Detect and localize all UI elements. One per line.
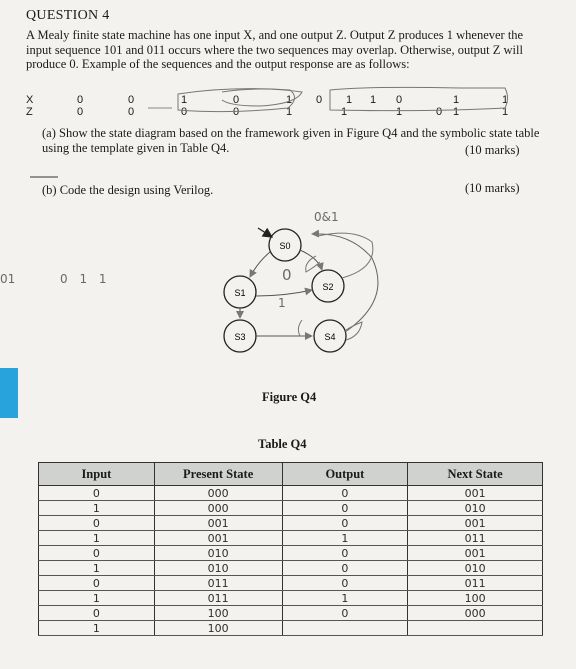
state-label: S4 — [324, 332, 336, 342]
transition-arrow — [250, 252, 270, 277]
cell-next-state: 000 — [408, 606, 543, 621]
table-row — [39, 561, 543, 576]
state-s2 — [312, 270, 344, 302]
z-value: 0 — [128, 106, 135, 118]
cell-input: 1 — [39, 561, 155, 576]
part-b-text: (b) Code the design using Verilog. — [42, 183, 214, 197]
cell-present-state: 000 — [154, 501, 282, 516]
handwritten-digit: 1 — [278, 296, 286, 310]
cell-input: 0 — [39, 516, 155, 531]
cell-output: 1 — [282, 591, 408, 606]
x-value: 1 — [453, 94, 460, 106]
cell-present-state: 001 — [154, 531, 282, 546]
cell-next-state: 010 — [408, 561, 543, 576]
x-value: 1 — [181, 94, 188, 106]
cell-input: 1 — [39, 621, 155, 636]
state-label: S1 — [234, 288, 246, 298]
cell-output: 0 — [282, 606, 408, 621]
cell-input: 0 — [39, 486, 155, 501]
z-label: Z — [26, 106, 33, 118]
cell-output: 0 — [282, 561, 408, 576]
state-label: S0 — [279, 241, 291, 251]
state-s3 — [224, 320, 256, 352]
handwritten-loop — [222, 89, 302, 106]
state-label: S2 — [322, 282, 334, 292]
handwritten-note: 0 1 1 — [60, 272, 111, 286]
cell-next-state: 011 — [408, 531, 543, 546]
cell-present-state: 011 — [154, 576, 282, 591]
transition-arrow — [300, 250, 322, 270]
state-label: S3 — [234, 332, 246, 342]
table-row — [39, 576, 543, 591]
x-value: 1 — [370, 94, 377, 106]
x-value: 0 — [396, 94, 403, 106]
table-caption: Table Q4 — [258, 437, 307, 451]
part-b-marks: (10 marks) — [465, 181, 520, 195]
cell-input: 0 — [39, 606, 155, 621]
cell-output — [282, 621, 408, 636]
cell-present-state: 100 — [154, 606, 282, 621]
cell-input: 1 — [39, 501, 155, 516]
cell-present-state: 010 — [154, 561, 282, 576]
x-value: 0 — [233, 94, 240, 106]
transition-arrow — [256, 290, 312, 296]
cell-output: 0 — [282, 576, 408, 591]
figure-caption: Figure Q4 — [262, 390, 317, 404]
handwritten-loop — [178, 89, 295, 112]
x-value: 1 — [502, 94, 509, 106]
table-row — [39, 546, 543, 561]
table-header-row — [39, 463, 543, 486]
cell-input: 1 — [39, 591, 155, 606]
cell-next-state: 001 — [408, 516, 543, 531]
table-row — [39, 531, 543, 546]
cell-output: 1 — [282, 531, 408, 546]
table-row — [39, 621, 543, 636]
handwritten-mark — [306, 256, 320, 272]
table-row — [39, 516, 543, 531]
handwritten-note: 01 — [0, 272, 16, 286]
cell-present-state: 100 — [154, 621, 282, 636]
cell-present-state: 000 — [154, 486, 282, 501]
header-input: Input — [39, 463, 155, 486]
cell-present-state: 010 — [154, 546, 282, 561]
part-a-text: (a) Show the state diagram based on the framework given in Figure Q4 and the symbolic state table using the template given in Table Q4. — [42, 126, 540, 155]
cell-output: 0 — [282, 516, 408, 531]
x-label: X — [26, 94, 34, 106]
x-value: 0 — [128, 94, 135, 106]
z-value: 0 — [233, 106, 240, 118]
cell-next-state: 001 — [408, 546, 543, 561]
question-paragraph: A Mealy finite state machine has one input X, and one output Z. Output Z produces 1 whenever the input sequence 101 and 011 occurs where the two sequences may overlap. Otherwise, output Z will produce 0. Example of the sequences and the output response are as follows: — [26, 28, 524, 71]
z-value: 0 — [436, 106, 443, 118]
table-row — [39, 591, 543, 606]
z-value: 0 — [181, 106, 188, 118]
handwritten-loop — [330, 87, 508, 110]
cell-next-state: 011 — [408, 576, 543, 591]
transition-arrow — [318, 233, 373, 278]
z-value: 1 — [502, 106, 509, 118]
cell-input: 0 — [39, 546, 155, 561]
z-value: 0 — [77, 106, 84, 118]
transition-arrow — [298, 320, 302, 336]
header-next-state: Next State — [408, 463, 543, 486]
x-value: 1 — [286, 94, 293, 106]
state-s4 — [314, 320, 346, 352]
handwritten-digit: 0 — [282, 266, 292, 284]
z-value: 1 — [453, 106, 460, 118]
z-value: 1 — [286, 106, 293, 118]
header-output: Output — [282, 463, 408, 486]
x-value: 0 — [77, 94, 84, 106]
z-value: 1 — [341, 106, 348, 118]
part-a-marks: (10 marks) — [465, 143, 520, 157]
table-row — [39, 606, 543, 621]
cell-output: 0 — [282, 546, 408, 561]
x-value: 0 — [316, 94, 323, 106]
handwritten-note: 0&1 — [314, 210, 339, 224]
cell-next-state: 100 — [408, 591, 543, 606]
cell-input: 0 — [39, 576, 155, 591]
initial-arrow — [258, 228, 272, 237]
cell-next-state: 010 — [408, 501, 543, 516]
state-table — [38, 462, 543, 636]
x-value: 1 — [346, 94, 353, 106]
cell-input: 1 — [39, 531, 155, 546]
cell-next-state — [408, 621, 543, 636]
header-present-state: Present State — [154, 463, 282, 486]
question-title: QUESTION 4 — [26, 8, 110, 23]
cell-next-state: 001 — [408, 486, 543, 501]
cell-present-state: 001 — [154, 516, 282, 531]
state-s1 — [224, 276, 256, 308]
table-row — [39, 486, 543, 501]
state-s0 — [269, 229, 301, 261]
table-row — [39, 501, 543, 516]
cell-output: 0 — [282, 486, 408, 501]
cell-output: 0 — [282, 501, 408, 516]
cell-present-state: 011 — [154, 591, 282, 606]
z-value: 1 — [396, 106, 403, 118]
